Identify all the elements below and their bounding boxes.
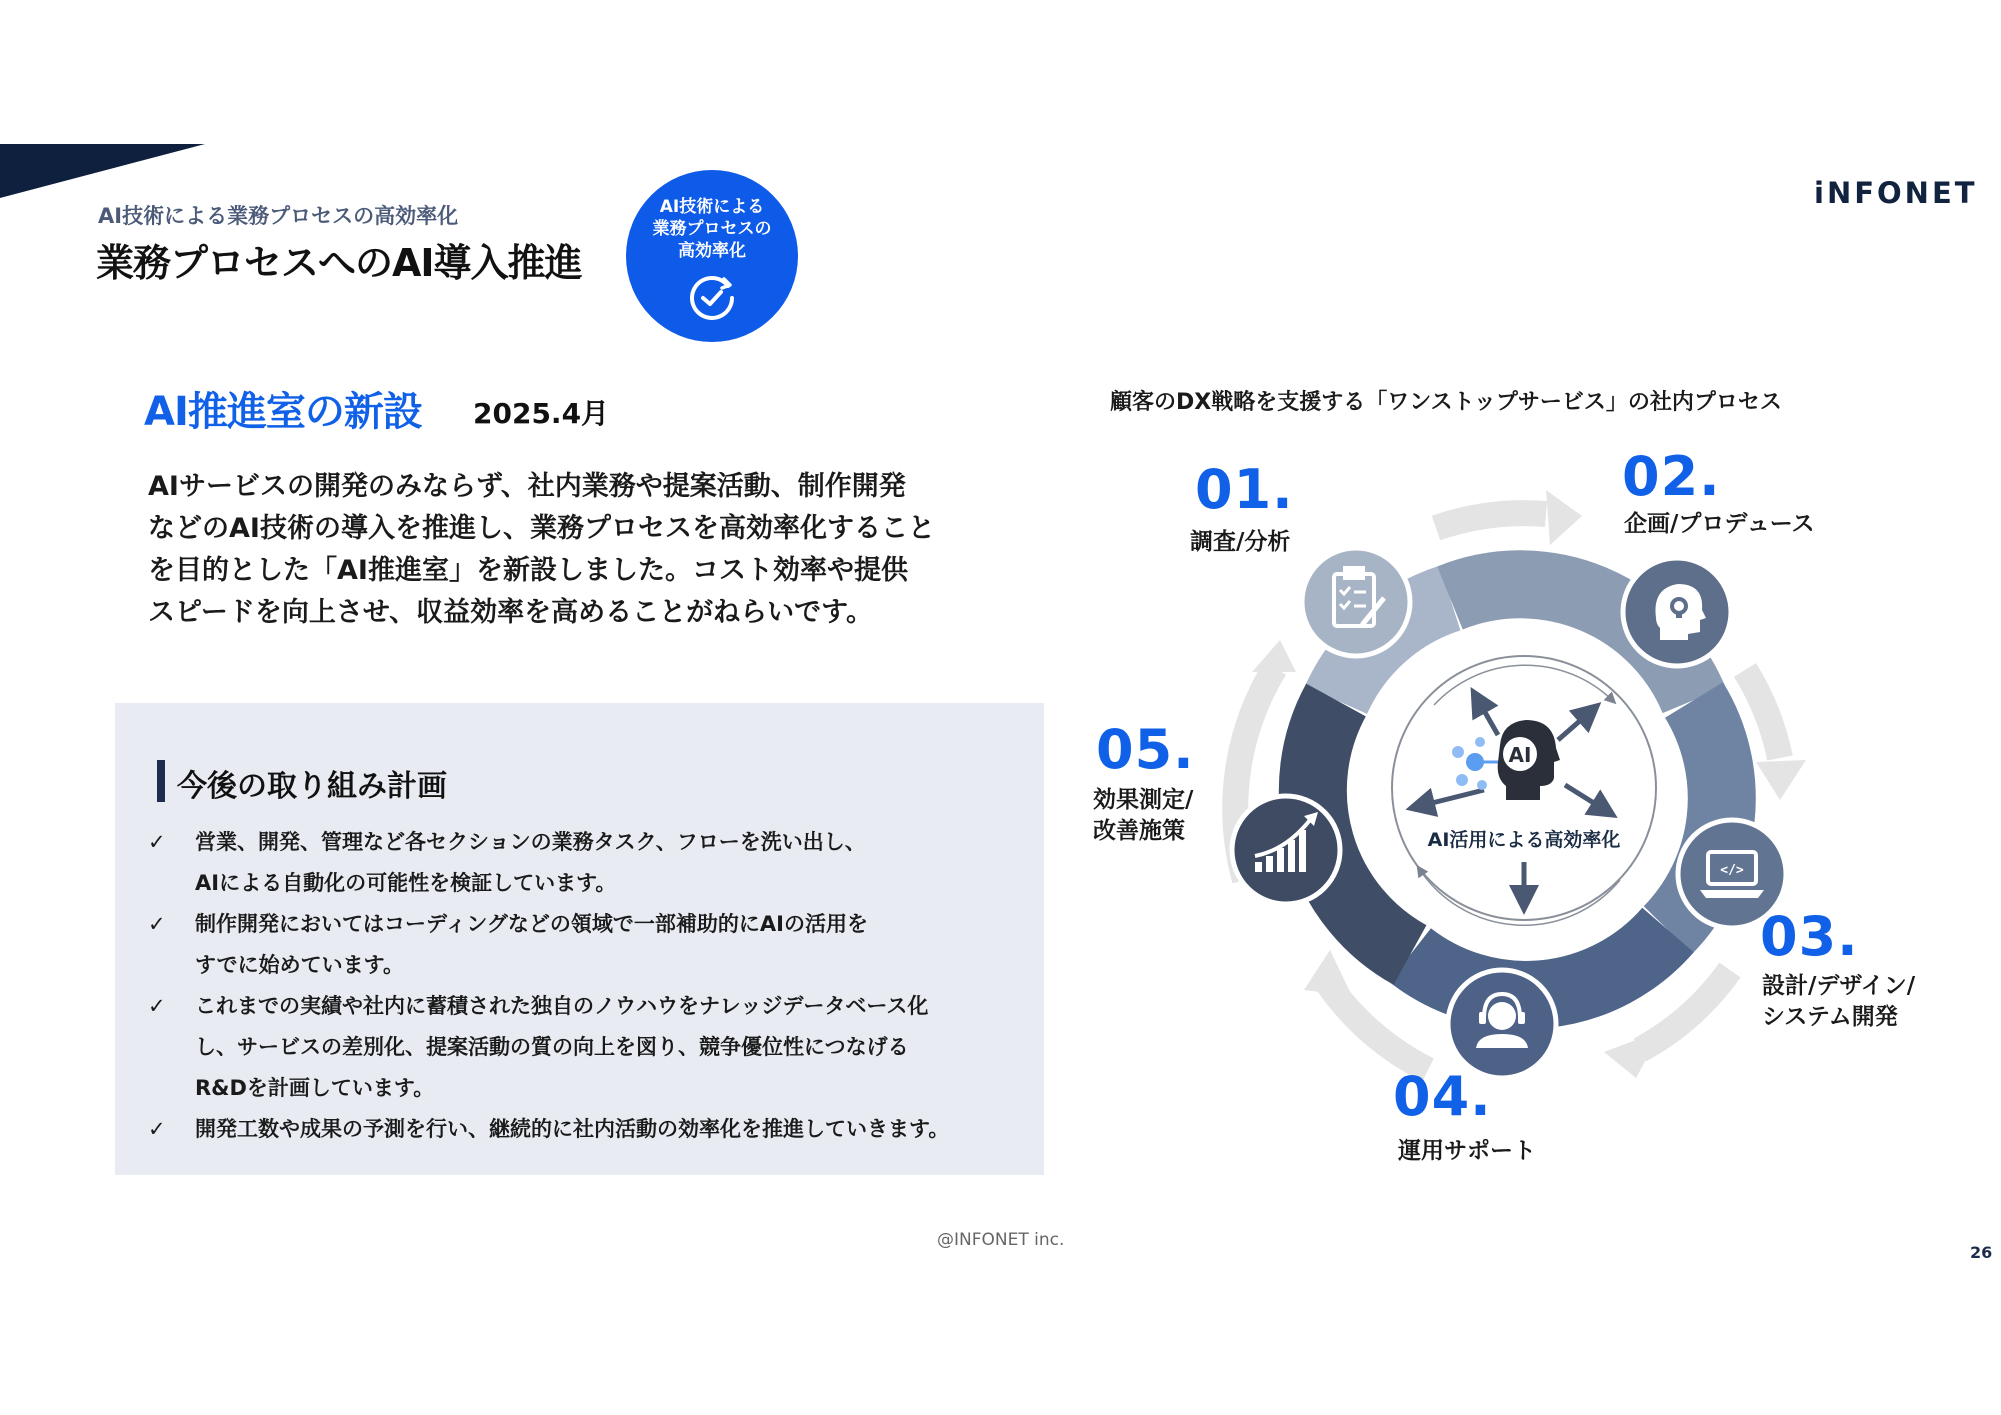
step-label-line: 企画/プロデュース: [1624, 511, 1815, 537]
plan-title-bar: [157, 760, 165, 802]
step-icon-01: [1302, 548, 1410, 656]
lightbulb-head-icon: [1655, 584, 1706, 640]
badge-line: 高効率化: [678, 241, 746, 261]
feature-badge: [626, 170, 798, 342]
step-label-line: 改善施策: [1093, 818, 1185, 844]
step-label-line: 設計/デザイン/: [1762, 973, 1916, 999]
plan-item-line: これまでの実績や社内に蓄積された独自のノウハウをナレッジデータベース化: [195, 994, 929, 1018]
ai-badge-text: AI: [1508, 743, 1532, 767]
diagram-caption: 顧客のDX戦略を支援する「ワンストップサービス」の社内プロセス: [1110, 390, 1782, 415]
section-date: 2025.4月: [473, 397, 610, 430]
corner-decoration: [0, 140, 210, 202]
intro-line: スピードを向上させ、収益効率を高めることがねらいです。: [148, 597, 873, 628]
step-label: [1762, 971, 1915, 1033]
checkmark-icon: ✓: [148, 994, 166, 1018]
page-subtitle: AI技術による業務プロセスの高効率化: [98, 204, 459, 228]
plan-item-line: し、サービスの差別化、提案活動の質の向上を図り、競争優位性につなげる: [195, 1035, 909, 1059]
step-label-line: システム開発: [1762, 1004, 1898, 1030]
checkmark-icon: ✓: [148, 830, 166, 854]
intro-line: AIサービスの開発のみならず、社内業務や提案活動、制作開発: [148, 471, 906, 502]
intro-line: を目的とした「AI推進室」を新設しました。コスト効率や提供: [148, 555, 908, 586]
step-label-line: 効果測定/: [1093, 787, 1194, 813]
step-label-line: 運用サポート: [1398, 1138, 1536, 1164]
plan-item-line: 開発工数や成果の予測を行い、継続的に社内活動の効率化を推進していきます。: [195, 1117, 950, 1141]
plan-item-line: R&Dを計画しています。: [195, 1076, 435, 1100]
footer-copyright: @INFONET inc.: [937, 1230, 1065, 1250]
step-label: [1190, 527, 1290, 558]
badge-line: AI技術による: [659, 197, 765, 217]
step-icon-02: [1623, 558, 1731, 666]
company-logo: iNFONET: [1814, 176, 1978, 210]
step-number: 02.: [1622, 445, 1721, 508]
badge-line: 業務プロセスの: [652, 219, 772, 239]
step-number: 01.: [1195, 458, 1294, 521]
step-label: [1093, 785, 1193, 847]
checkmark-icon: ✓: [148, 1117, 166, 1141]
step-icon-04: [1448, 970, 1556, 1078]
plan-item: [148, 1109, 949, 1150]
plan-item: [148, 904, 868, 986]
plan-item-line: すでに始めています。: [195, 953, 404, 977]
plan-item-line: 制作開発においてはコーディングなどの領域で一部補助的にAIの活用を: [195, 912, 868, 936]
plan-item: [148, 986, 928, 1109]
section-heading: AI推進室の新設: [144, 389, 422, 435]
step-number: 03.: [1760, 905, 1859, 968]
page-title: 業務プロセスへのAI導入推進: [96, 241, 582, 285]
step-label: [1398, 1136, 1536, 1167]
page-number: 26: [1970, 1243, 1993, 1262]
step-number: 04.: [1393, 1065, 1492, 1128]
step-label: [1624, 509, 1815, 540]
intro-paragraph: [148, 466, 1008, 634]
step-number: 05.: [1096, 718, 1195, 781]
step-label-line: 調査/分析: [1190, 529, 1291, 555]
intro-line: などのAI技術の導入を推進し、業務プロセスを高効率化すること: [148, 513, 935, 544]
svg-text:</>: </>: [1720, 863, 1744, 878]
plan-item-line: 営業、開発、管理など各セクションの業務タスク、フローを洗い出し、: [195, 830, 866, 854]
clock-check-icon: [684, 270, 740, 326]
checkmark-icon: ✓: [148, 912, 166, 936]
plan-item-line: AIによる自動化の可能性を検証しています。: [195, 871, 617, 895]
plan-title: 今後の取り組み計画: [177, 769, 447, 804]
center-label: AI活用による高効率化: [1427, 829, 1621, 851]
step-icon-05: [1232, 796, 1340, 904]
plan-item: [148, 822, 866, 904]
